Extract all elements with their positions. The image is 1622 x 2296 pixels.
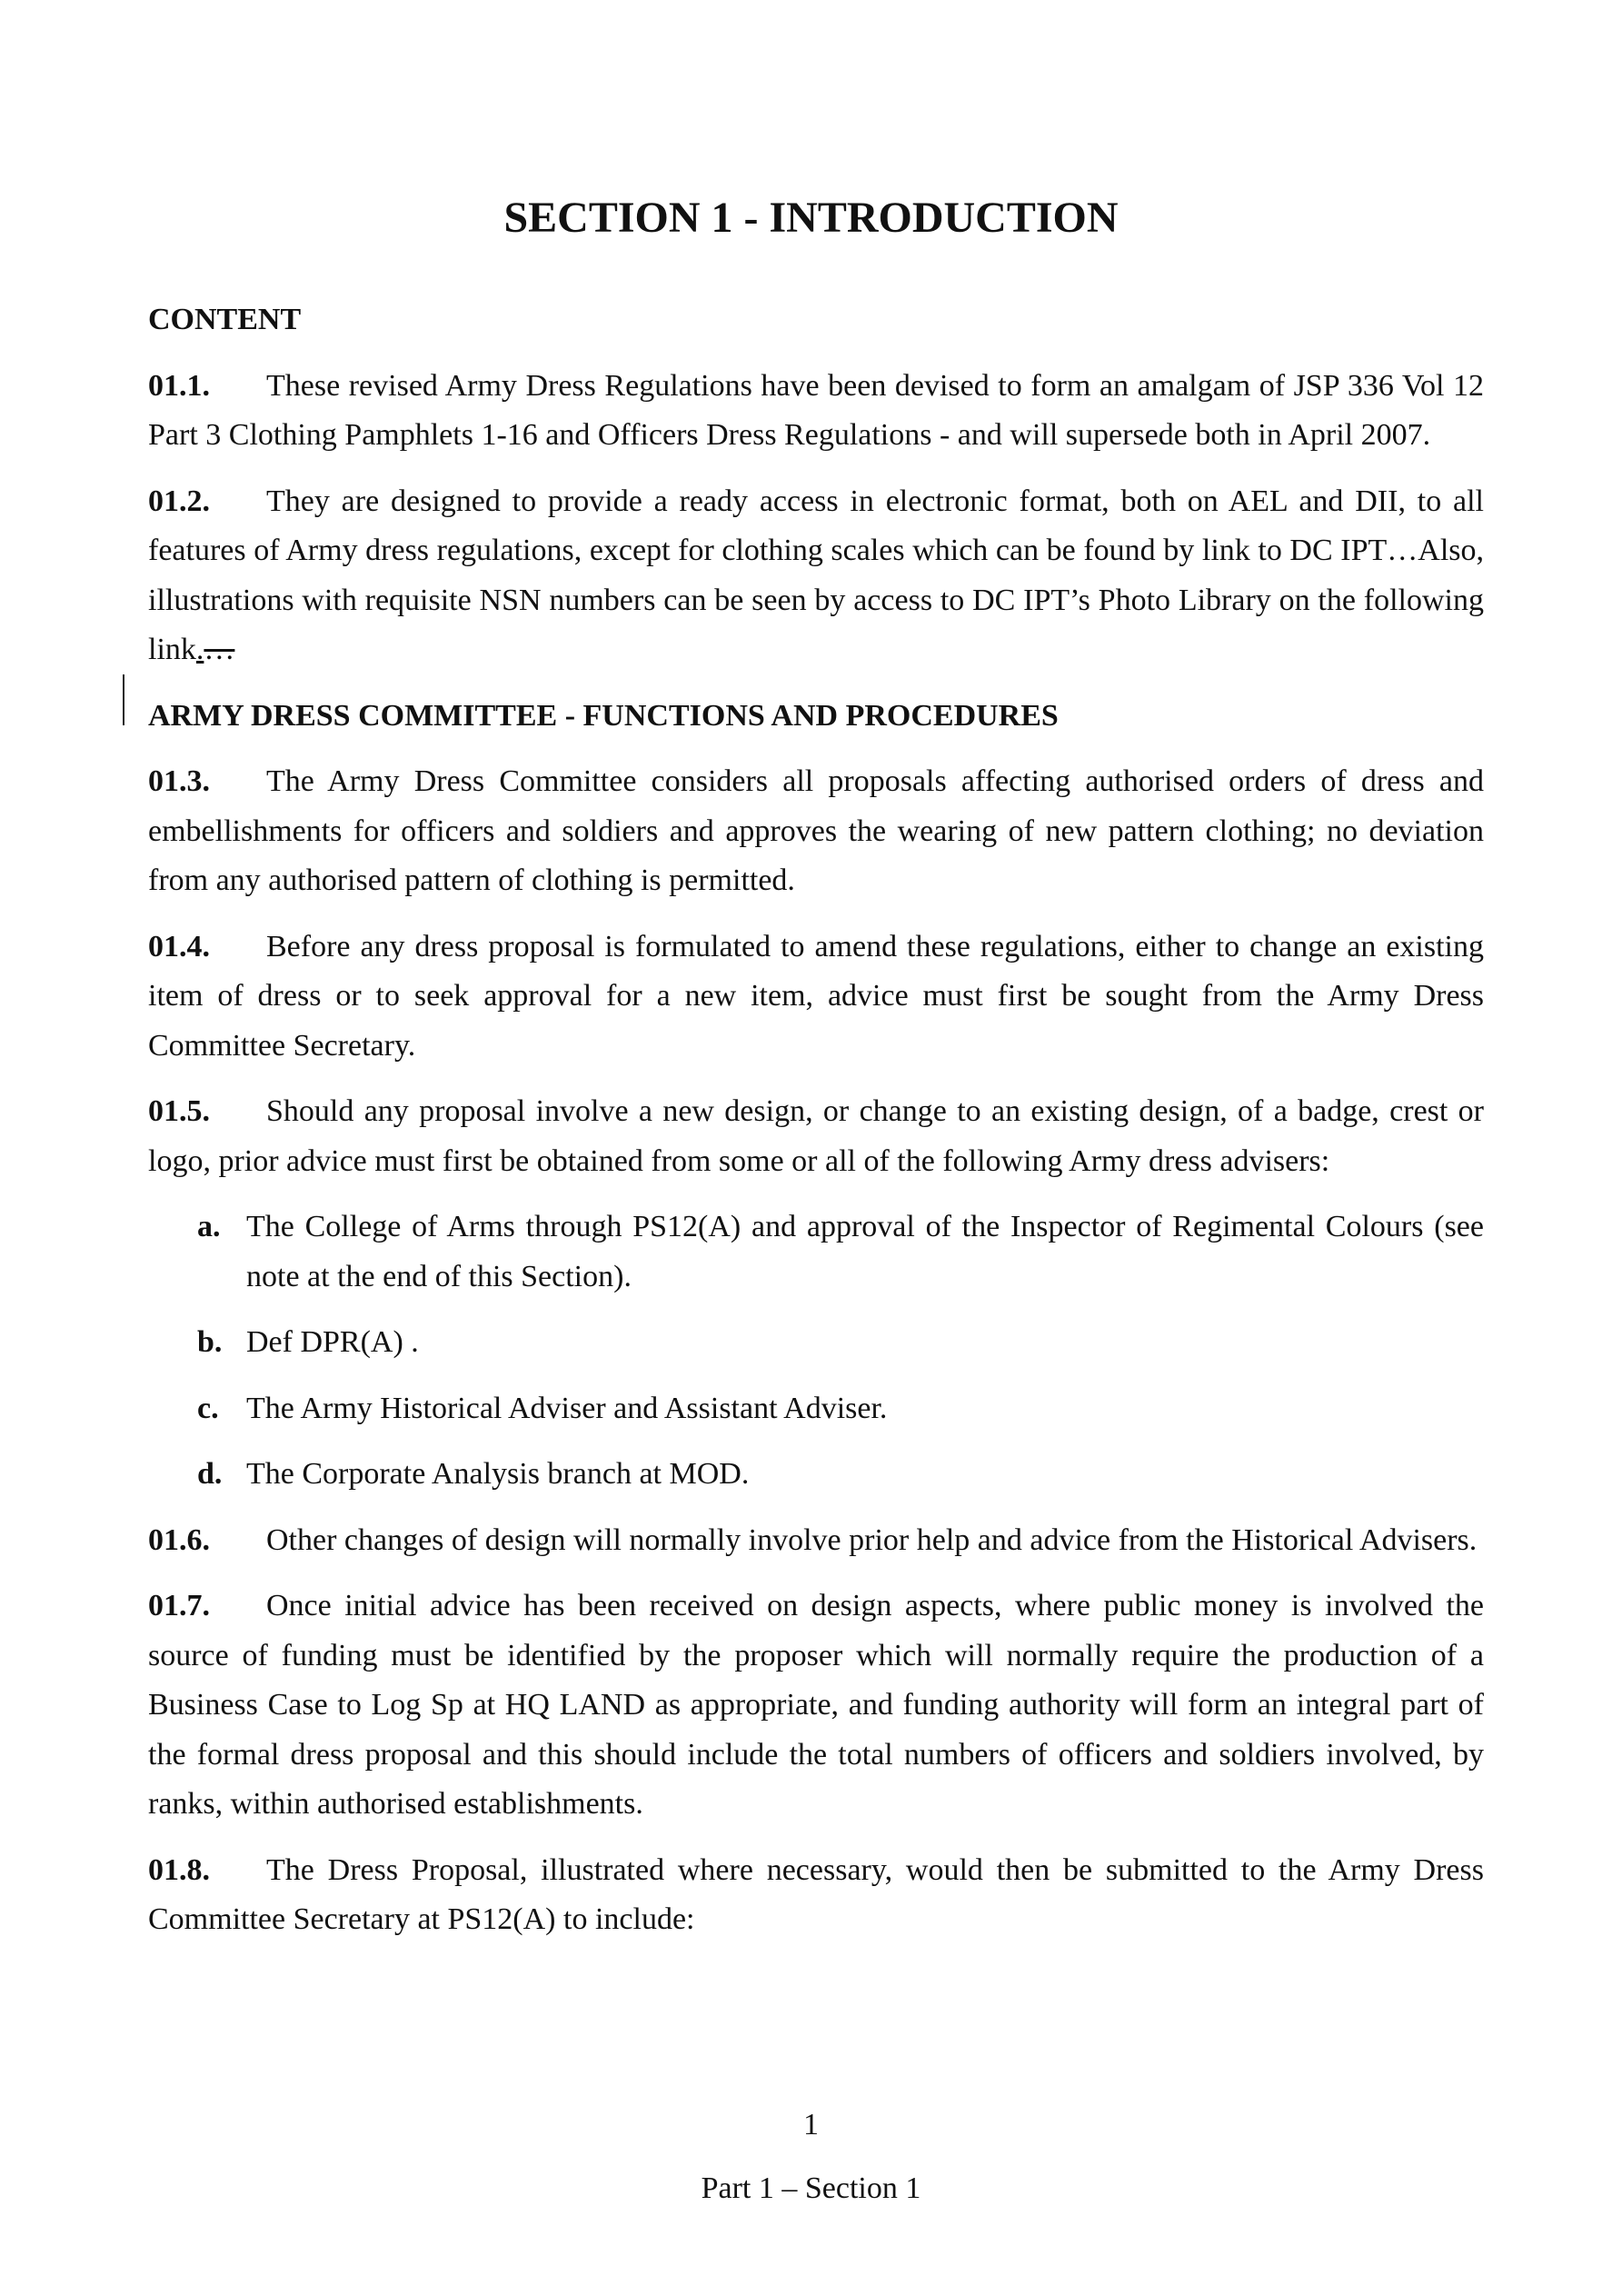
deleted-text: … [204,633,235,666]
document-body [148,295,1484,1962]
paragraph-01-1 [148,362,1484,461]
paragraph-number: 01.5. [148,1094,210,1128]
section-title: SECTION 1 - INTRODUCTION [503,194,1119,242]
revision-change-bar [123,674,124,725]
paragraph-number: 01.4. [148,929,210,963]
paragraph-01-5 [148,1087,1484,1186]
subitem-letter: c. [197,1391,219,1425]
heading-content: CONTENT [148,303,302,336]
paragraph-01-7 [148,1582,1484,1830]
paragraph-text: These revised Army Dress Regulations have been devised to form an amalgam of JSP 336 Vol 12 Part 3 Clothing Pamphlets 1-16 and Officers Dress Regulations - and will supersede both in April 2007. [148,368,1484,452]
page-number: 1 [803,2108,819,2141]
paragraph-number: 01.3. [148,764,210,798]
subitem-d [148,1450,1484,1500]
paragraph-01-4 [148,923,1484,1072]
paragraph-number: 01.1. [148,368,210,403]
subitem-text: The Army Historical Adviser and Assistant Adviser. [246,1391,888,1425]
paragraph-01-2 [148,477,1484,675]
paragraph-01-3 [148,757,1484,906]
subitem-letter: a. [197,1210,221,1243]
subitem-text: Def DPR(A) . [246,1325,419,1359]
paragraph-01-8 [148,1846,1484,1945]
subitem-letter: b. [197,1325,223,1359]
paragraph-text: Other changes of design will normally involve prior help and advice from the Historical Advisers. [266,1522,1478,1557]
paragraph-text: Before any dress proposal is formulated to amend these regulations, either to change an existing item of dress or to seek approval for a new item, advice must first be sought from the Army Dress Committee Secretary. [148,929,1484,1063]
paragraph-text: The Dress Proposal, illustrated where necessary, would then be submitted to the Army Dress Committee Secretary at PS12(A) to include: [148,1852,1484,1936]
paragraph-number: 01.2. [148,484,210,518]
paragraph-text: They are designed to provide a ready access in electronic format, both on AEL and DII, to all features of Army dress regulations, except for clothing scales which can be found by link to DC IPT…Also, illustrations with requisite NSN numbers can be seen by access to DC IPT’s Photo Library on the following link [148,484,1484,666]
subitem-text: The College of Arms through PS12(A) and approval of the Inspector of Regimental Colours (see note at the end of this Section). [246,1210,1484,1293]
subitem-a [148,1203,1484,1302]
paragraph-number: 01.6. [148,1522,210,1557]
paragraph-number: 01.7. [148,1589,210,1622]
heading-army-dress-committee: ARMY DRESS COMMITTEE - FUNCTIONS AND PROCEDURES [148,698,1059,733]
footer-part-label: Part 1 – Section 1 [701,2171,921,2205]
subitem-b [148,1318,1484,1368]
paragraph-text: Once initial advice has been received on design aspects, where public money is involved the source of funding must be identified by the proposer which will normally require the production of a Business Case to Log Sp at HQ LAND as appropriate, and funding authority will form an integral part of the formal dress proposal and this should include the total numbers of officers and soldiers involved, by ranks, within authorised establishments. [148,1589,1484,1821]
paragraph-01-6 [148,1516,1484,1566]
subitem-c [148,1384,1484,1434]
paragraph-number: 01.8. [148,1852,210,1887]
paragraph-text: Should any proposal involve a new design, or change to an existing design, of a badge, crest or logo, prior advice must first be obtained from some or all of the following Army dress advisers: [148,1094,1484,1178]
subitem-text: The Corporate Analysis branch at MOD. [246,1457,750,1491]
paragraph-text: The Army Dress Committee considers all proposals affecting authorised orders of dress and embellishments for officers and soldiers and approves the wearing of new pattern clothing; no deviation from any authorised pattern of clothing is permitted. [148,764,1484,897]
subitem-letter: d. [197,1457,223,1491]
inserted-text: . [195,633,204,666]
